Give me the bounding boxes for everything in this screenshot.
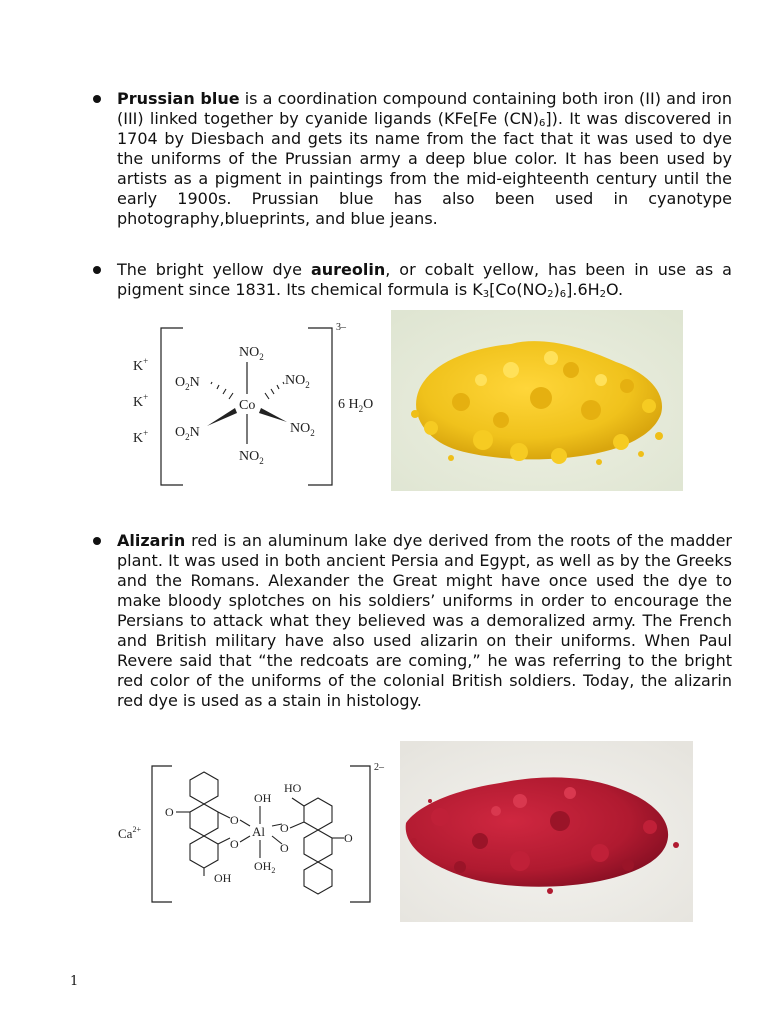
co-center: Co bbox=[239, 398, 256, 413]
k-ion-1: K+ bbox=[133, 356, 149, 374]
alizarin-text-1: red is an aluminum lake dye derived from the roots of the madder plant. It was used in both ancient Persia and Egypt, as well as by the Greeks and the Romans. Alexander the Great might have once used the dye to make bloody splotches on his soldiers’ uniforms in order to encourage the Persians to attack what they believed was a demoralized army. The French and British military have also used alizarin on their uniforms. When Paul Revere said that “the redcoats are coming,” he was referring to the bright red color of the uniforms of the colonial British soldiers. Today, the alizarin red dye is used as a stain in histology. bbox=[117, 531, 732, 710]
al-center: Al bbox=[252, 824, 265, 839]
no2-top: $NO_2$ bbox=[239, 345, 264, 362]
oh2-bottom: $OH_2$ bbox=[254, 859, 276, 875]
o-left-upper: O bbox=[230, 813, 239, 827]
aureolin-text-4: ].6H bbox=[566, 280, 600, 299]
paragraph-prussian-blue bbox=[117, 89, 732, 229]
k-ion-2: K+ bbox=[133, 392, 149, 410]
o-left-carbonyl: O bbox=[165, 805, 174, 819]
o2n-left-lower: $O_2N$ bbox=[175, 425, 200, 442]
no2-bottom: $NO_2$ bbox=[239, 449, 264, 466]
aureolin-text-5: O. bbox=[606, 280, 624, 299]
o-right-upper: O bbox=[280, 821, 289, 835]
aureolin-sub-2: 2 bbox=[547, 289, 554, 300]
bullet-alizarin bbox=[93, 537, 101, 545]
hashed-bond-left bbox=[211, 382, 233, 399]
aureolin-text-pre: The bright yellow dye bbox=[117, 260, 311, 279]
alizarin-structure-diagram bbox=[112, 758, 392, 908]
ho-right: HO bbox=[284, 781, 302, 795]
paragraph-aureolin bbox=[117, 260, 732, 300]
aureolin-sub-4: 2 bbox=[599, 289, 607, 300]
o2n-left-upper: $O_2N$ bbox=[175, 375, 200, 392]
wedge-bond-right bbox=[259, 408, 287, 422]
aureolin-text-2: [Co(NO bbox=[489, 280, 548, 299]
term-prussian-blue: Prussian blue bbox=[117, 89, 240, 108]
o-right-carbonyl: O bbox=[344, 831, 353, 845]
o-right-lower: O bbox=[280, 841, 289, 855]
o-left-lower: O bbox=[230, 837, 239, 851]
term-alizarin: Alizarin bbox=[117, 531, 186, 550]
page-number: 1 bbox=[70, 974, 79, 989]
no2-right-lower: $NO_2$ bbox=[290, 421, 315, 438]
alizarin-charge: 2– bbox=[374, 762, 384, 773]
aureolin-charge: 3– bbox=[336, 322, 346, 333]
term-aureolin: aureolin bbox=[310, 260, 386, 279]
paragraph-alizarin bbox=[117, 531, 732, 711]
aureolin-pigment-photo bbox=[391, 310, 683, 491]
prussian-text-1: is a coordination compound containing both iron (II) and iron (III) linked together by cyanide ligands (KFe[Fe (CN) bbox=[117, 89, 732, 128]
water-6h2o: 6 $H_2O$ bbox=[338, 397, 374, 414]
left-anthraquinone bbox=[176, 772, 230, 876]
aureolin-text-1: , or cobalt yellow, has been in use as a pigment since 1831. Its chemical formula is K bbox=[117, 260, 732, 299]
ca-ion: $Ca^{2+}$ bbox=[118, 825, 141, 841]
alizarin-pigment-photo bbox=[400, 741, 693, 922]
aureolin-sub-3: 6 bbox=[559, 289, 567, 300]
hashed-bond-right bbox=[265, 382, 284, 399]
right-anthraquinone bbox=[290, 798, 344, 894]
aureolin-sub-1: 3 bbox=[482, 289, 490, 300]
prussian-text-2: ]). It was discovered in 1704 by Diesbach and gets its name from the fact that it was used to dye the uniforms of the Prussian army a deep blue color. It has been used by artists as a pigment in paintings from the mid-eighteenth century until the early 1900s. Prussian blue has also been used in cyanotype photography,blueprints, and blue jeans. bbox=[117, 109, 733, 228]
no2-right-upper: $NO_2$ bbox=[285, 373, 310, 390]
bullet-aureolin bbox=[93, 266, 101, 274]
aureolin-text-3: ) bbox=[553, 280, 560, 299]
prussian-sub-1: 6 bbox=[539, 118, 546, 129]
bullet-prussian bbox=[93, 95, 101, 103]
k-ion-3: K+ bbox=[133, 428, 149, 446]
oh-left: OH bbox=[214, 871, 232, 885]
aureolin-structure-diagram bbox=[125, 318, 390, 490]
wedge-bond-left bbox=[207, 408, 237, 426]
oh-top: OH bbox=[254, 791, 272, 805]
